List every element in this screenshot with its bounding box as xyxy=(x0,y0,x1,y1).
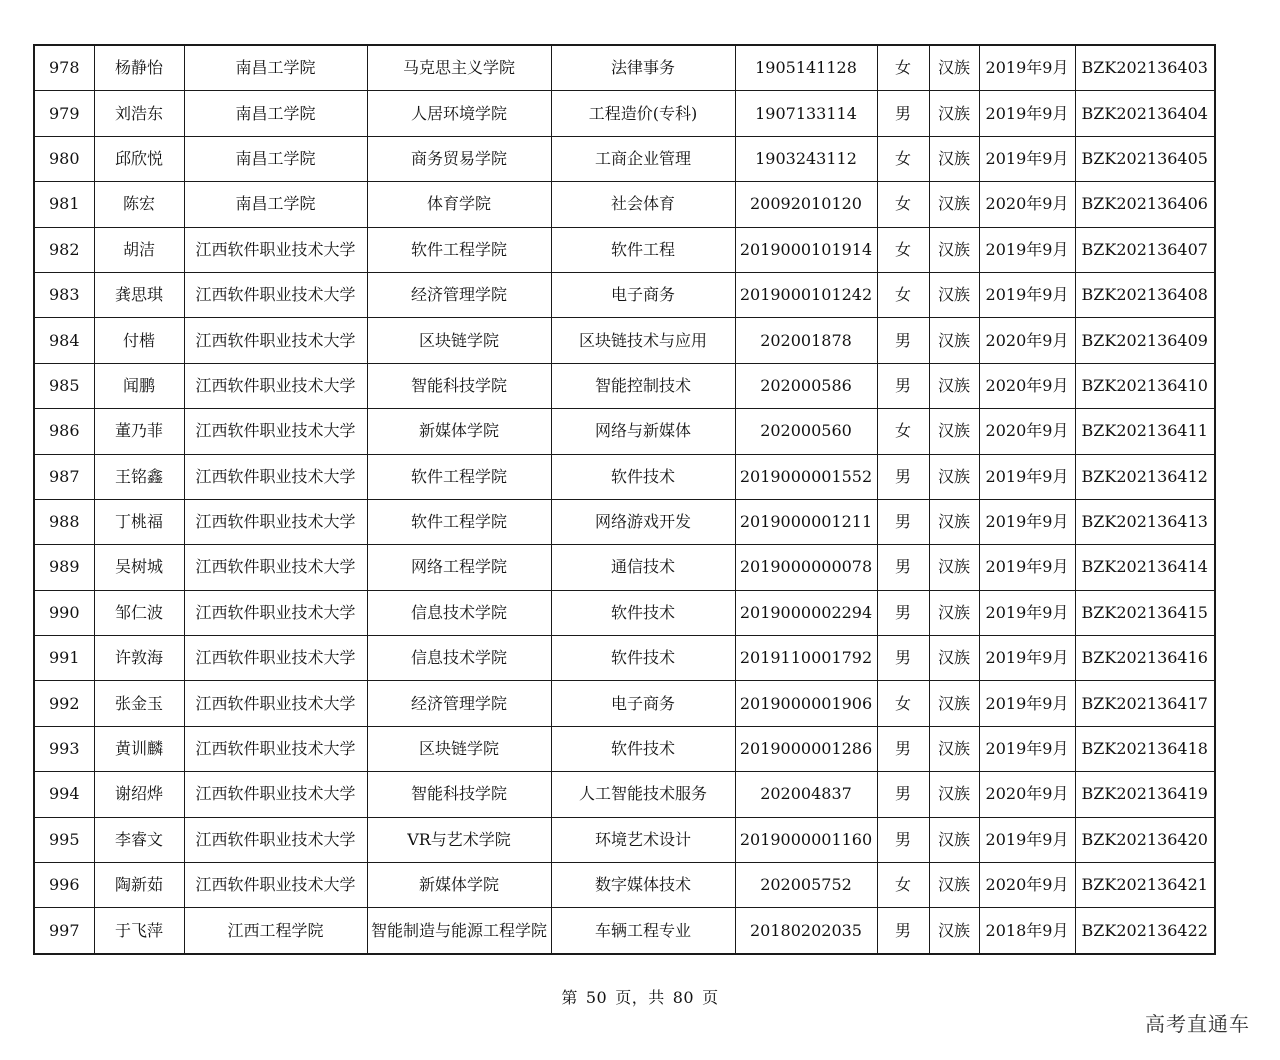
table-row xyxy=(34,590,1215,635)
ethnicity-cell: 汉族 xyxy=(929,227,979,272)
table-row xyxy=(34,772,1215,817)
ethnicity-cell: 汉族 xyxy=(929,590,979,635)
school-cell: 江西工程学院 xyxy=(184,908,367,954)
name-cell: 刘浩东 xyxy=(94,91,184,136)
major-cell: 软件工程 xyxy=(551,227,735,272)
cert-id-cell: BZK202136422 xyxy=(1075,908,1215,954)
cert-id-cell: BZK202136412 xyxy=(1075,454,1215,499)
table-row xyxy=(34,272,1215,317)
cert-id-cell: BZK202136403 xyxy=(1075,45,1215,91)
ethnicity-cell: 汉族 xyxy=(929,182,979,227)
major-cell: 电子商务 xyxy=(551,272,735,317)
name-cell: 黄训麟 xyxy=(94,726,184,771)
name-cell: 陈宏 xyxy=(94,182,184,227)
school-cell: 江西软件职业技术大学 xyxy=(184,545,367,590)
college-cell: 新媒体学院 xyxy=(367,409,551,454)
gender-cell: 男 xyxy=(877,91,929,136)
major-cell: 网络与新媒体 xyxy=(551,409,735,454)
ethnicity-cell: 汉族 xyxy=(929,454,979,499)
school-cell: 江西软件职业技术大学 xyxy=(184,318,367,363)
major-cell: 环境艺术设计 xyxy=(551,817,735,862)
school-cell: 江西软件职业技术大学 xyxy=(184,272,367,317)
ethnicity-cell: 汉族 xyxy=(929,681,979,726)
cert-id-cell: BZK202136413 xyxy=(1075,499,1215,544)
seq-cell: 983 xyxy=(34,272,94,317)
student-id-cell: 202004837 xyxy=(735,772,877,817)
enroll-date-cell: 2019年9月 xyxy=(979,817,1075,862)
major-cell: 软件技术 xyxy=(551,454,735,499)
major-cell: 人工智能技术服务 xyxy=(551,772,735,817)
student-id-cell: 2019000002294 xyxy=(735,590,877,635)
ethnicity-cell: 汉族 xyxy=(929,636,979,681)
name-cell: 陶新茹 xyxy=(94,863,184,908)
gender-cell: 男 xyxy=(877,817,929,862)
school-cell: 江西软件职业技术大学 xyxy=(184,227,367,272)
page-suffix: 页 xyxy=(702,988,719,1007)
student-id-cell: 2019000101242 xyxy=(735,272,877,317)
cert-id-cell: BZK202136410 xyxy=(1075,363,1215,408)
table-row xyxy=(34,318,1215,363)
student-id-cell: 202000560 xyxy=(735,409,877,454)
cert-id-cell: BZK202136416 xyxy=(1075,636,1215,681)
watermark-logo-text: 高考直通车 xyxy=(1145,1012,1250,1036)
school-cell: 江西软件职业技术大学 xyxy=(184,681,367,726)
school-cell: 南昌工学院 xyxy=(184,91,367,136)
college-cell: 区块链学院 xyxy=(367,318,551,363)
gender-cell: 男 xyxy=(877,363,929,408)
major-cell: 法律事务 xyxy=(551,45,735,91)
name-cell: 谢绍烨 xyxy=(94,772,184,817)
ethnicity-cell: 汉族 xyxy=(929,817,979,862)
name-cell: 于飞萍 xyxy=(94,908,184,954)
enroll-date-cell: 2020年9月 xyxy=(979,772,1075,817)
major-cell: 电子商务 xyxy=(551,681,735,726)
school-cell: 江西软件职业技术大学 xyxy=(184,409,367,454)
school-cell: 江西软件职业技术大学 xyxy=(184,454,367,499)
ethnicity-cell: 汉族 xyxy=(929,409,979,454)
cert-id-cell: BZK202136405 xyxy=(1075,136,1215,181)
college-cell: 信息技术学院 xyxy=(367,636,551,681)
ethnicity-cell: 汉族 xyxy=(929,545,979,590)
ethnicity-cell: 汉族 xyxy=(929,863,979,908)
enroll-date-cell: 2020年9月 xyxy=(979,409,1075,454)
gender-cell: 女 xyxy=(877,409,929,454)
gender-cell: 女 xyxy=(877,45,929,91)
college-cell: 软件工程学院 xyxy=(367,499,551,544)
cert-id-cell: BZK202136404 xyxy=(1075,91,1215,136)
name-cell: 王铭鑫 xyxy=(94,454,184,499)
college-cell: VR与艺术学院 xyxy=(367,817,551,862)
table-row xyxy=(34,545,1215,590)
seq-cell: 978 xyxy=(34,45,94,91)
college-cell: 马克思主义学院 xyxy=(367,45,551,91)
student-id-cell: 2019000001552 xyxy=(735,454,877,499)
student-id-cell: 2019000001906 xyxy=(735,681,877,726)
school-cell: 江西软件职业技术大学 xyxy=(184,363,367,408)
enroll-date-cell: 2019年9月 xyxy=(979,726,1075,771)
gender-cell: 女 xyxy=(877,681,929,726)
major-cell: 区块链技术与应用 xyxy=(551,318,735,363)
roster-body xyxy=(34,45,1215,954)
seq-cell: 987 xyxy=(34,454,94,499)
student-id-cell: 2019000001211 xyxy=(735,499,877,544)
major-cell: 数字媒体技术 xyxy=(551,863,735,908)
ethnicity-cell: 汉族 xyxy=(929,45,979,91)
table-row xyxy=(34,409,1215,454)
table-row xyxy=(34,499,1215,544)
ethnicity-cell: 汉族 xyxy=(929,499,979,544)
cert-id-cell: BZK202136421 xyxy=(1075,863,1215,908)
page-prefix: 第 xyxy=(561,988,578,1007)
gender-cell: 女 xyxy=(877,863,929,908)
current-page-number: 50 xyxy=(585,988,608,1007)
enroll-date-cell: 2019年9月 xyxy=(979,45,1075,91)
cert-id-cell: BZK202136408 xyxy=(1075,272,1215,317)
cert-id-cell: BZK202136419 xyxy=(1075,772,1215,817)
enroll-date-cell: 2020年9月 xyxy=(979,318,1075,363)
ethnicity-cell: 汉族 xyxy=(929,136,979,181)
enroll-date-cell: 2019年9月 xyxy=(979,454,1075,499)
enroll-date-cell: 2019年9月 xyxy=(979,499,1075,544)
enroll-date-cell: 2019年9月 xyxy=(979,545,1075,590)
ethnicity-cell: 汉族 xyxy=(929,908,979,954)
name-cell: 董乃菲 xyxy=(94,409,184,454)
student-id-cell: 1905141128 xyxy=(735,45,877,91)
seq-cell: 990 xyxy=(34,590,94,635)
ethnicity-cell: 汉族 xyxy=(929,91,979,136)
seq-cell: 982 xyxy=(34,227,94,272)
name-cell: 张金玉 xyxy=(94,681,184,726)
table-row xyxy=(34,136,1215,181)
table-row xyxy=(34,817,1215,862)
student-id-cell: 202000586 xyxy=(735,363,877,408)
school-cell: 江西软件职业技术大学 xyxy=(184,590,367,635)
enroll-date-cell: 2018年9月 xyxy=(979,908,1075,954)
seq-cell: 989 xyxy=(34,545,94,590)
seq-cell: 992 xyxy=(34,681,94,726)
gender-cell: 男 xyxy=(877,908,929,954)
major-cell: 软件技术 xyxy=(551,590,735,635)
major-cell: 工商企业管理 xyxy=(551,136,735,181)
seq-cell: 991 xyxy=(34,636,94,681)
gender-cell: 男 xyxy=(877,726,929,771)
enroll-date-cell: 2020年9月 xyxy=(979,363,1075,408)
seq-cell: 980 xyxy=(34,136,94,181)
ethnicity-cell: 汉族 xyxy=(929,726,979,771)
seq-cell: 994 xyxy=(34,772,94,817)
seq-cell: 997 xyxy=(34,908,94,954)
major-cell: 工程造价(专科) xyxy=(551,91,735,136)
table-row xyxy=(34,636,1215,681)
seq-cell: 979 xyxy=(34,91,94,136)
enroll-date-cell: 2019年9月 xyxy=(979,590,1075,635)
total-page-number: 80 xyxy=(672,988,695,1007)
major-cell: 软件技术 xyxy=(551,726,735,771)
student-id-cell: 1903243112 xyxy=(735,136,877,181)
school-cell: 江西软件职业技术大学 xyxy=(184,863,367,908)
name-cell: 邱欣悦 xyxy=(94,136,184,181)
major-cell: 智能控制技术 xyxy=(551,363,735,408)
table-row xyxy=(34,454,1215,499)
enroll-date-cell: 2019年9月 xyxy=(979,91,1075,136)
name-cell: 邹仁波 xyxy=(94,590,184,635)
table-row xyxy=(34,726,1215,771)
cert-id-cell: BZK202136418 xyxy=(1075,726,1215,771)
name-cell: 龚思琪 xyxy=(94,272,184,317)
enroll-date-cell: 2019年9月 xyxy=(979,681,1075,726)
gender-cell: 男 xyxy=(877,636,929,681)
table-row xyxy=(34,227,1215,272)
name-cell: 胡洁 xyxy=(94,227,184,272)
student-id-cell: 20180202035 xyxy=(735,908,877,954)
college-cell: 人居环境学院 xyxy=(367,91,551,136)
page-indicator xyxy=(0,985,1280,1008)
seq-cell: 996 xyxy=(34,863,94,908)
school-cell: 南昌工学院 xyxy=(184,45,367,91)
name-cell: 吴树城 xyxy=(94,545,184,590)
table-row xyxy=(34,681,1215,726)
cert-id-cell: BZK202136409 xyxy=(1075,318,1215,363)
ethnicity-cell: 汉族 xyxy=(929,772,979,817)
name-cell: 付楷 xyxy=(94,318,184,363)
gender-cell: 男 xyxy=(877,772,929,817)
gender-cell: 女 xyxy=(877,272,929,317)
college-cell: 软件工程学院 xyxy=(367,227,551,272)
college-cell: 软件工程学院 xyxy=(367,454,551,499)
school-cell: 江西软件职业技术大学 xyxy=(184,499,367,544)
ethnicity-cell: 汉族 xyxy=(929,363,979,408)
college-cell: 新媒体学院 xyxy=(367,863,551,908)
cert-id-cell: BZK202136407 xyxy=(1075,227,1215,272)
gender-cell: 女 xyxy=(877,182,929,227)
table-row xyxy=(34,908,1215,954)
major-cell: 网络游戏开发 xyxy=(551,499,735,544)
ethnicity-cell: 汉族 xyxy=(929,318,979,363)
table-row xyxy=(34,45,1215,91)
college-cell: 智能制造与能源工程学院 xyxy=(367,908,551,954)
school-cell: 南昌工学院 xyxy=(184,182,367,227)
college-cell: 智能科技学院 xyxy=(367,363,551,408)
student-id-cell: 2019000001286 xyxy=(735,726,877,771)
college-cell: 区块链学院 xyxy=(367,726,551,771)
school-cell: 江西软件职业技术大学 xyxy=(184,636,367,681)
college-cell: 信息技术学院 xyxy=(367,590,551,635)
school-cell: 南昌工学院 xyxy=(184,136,367,181)
college-cell: 经济管理学院 xyxy=(367,681,551,726)
seq-cell: 988 xyxy=(34,499,94,544)
table-row xyxy=(34,363,1215,408)
gender-cell: 男 xyxy=(877,318,929,363)
enroll-date-cell: 2019年9月 xyxy=(979,636,1075,681)
gender-cell: 男 xyxy=(877,545,929,590)
seq-cell: 993 xyxy=(34,726,94,771)
school-cell: 江西软件职业技术大学 xyxy=(184,817,367,862)
table-row xyxy=(34,91,1215,136)
enroll-date-cell: 2020年9月 xyxy=(979,182,1075,227)
seq-cell: 984 xyxy=(34,318,94,363)
college-cell: 体育学院 xyxy=(367,182,551,227)
major-cell: 通信技术 xyxy=(551,545,735,590)
student-id-cell: 202005752 xyxy=(735,863,877,908)
table-row xyxy=(34,182,1215,227)
enroll-date-cell: 2019年9月 xyxy=(979,272,1075,317)
major-cell: 车辆工程专业 xyxy=(551,908,735,954)
enroll-date-cell: 2019年9月 xyxy=(979,136,1075,181)
ethnicity-cell: 汉族 xyxy=(929,272,979,317)
student-id-cell: 2019000101914 xyxy=(735,227,877,272)
college-cell: 经济管理学院 xyxy=(367,272,551,317)
cert-id-cell: BZK202136420 xyxy=(1075,817,1215,862)
student-id-cell: 202001878 xyxy=(735,318,877,363)
page-middle-text: 页，共 xyxy=(615,988,665,1007)
college-cell: 网络工程学院 xyxy=(367,545,551,590)
name-cell: 许敦海 xyxy=(94,636,184,681)
seq-cell: 981 xyxy=(34,182,94,227)
seq-cell: 986 xyxy=(34,409,94,454)
name-cell: 李睿文 xyxy=(94,817,184,862)
student-id-cell: 1907133114 xyxy=(735,91,877,136)
student-id-cell: 2019000000078 xyxy=(735,545,877,590)
student-id-cell: 2019110001792 xyxy=(735,636,877,681)
table-row xyxy=(34,863,1215,908)
gender-cell: 男 xyxy=(877,454,929,499)
name-cell: 闻鹏 xyxy=(94,363,184,408)
gender-cell: 男 xyxy=(877,499,929,544)
seq-cell: 995 xyxy=(34,817,94,862)
cert-id-cell: BZK202136415 xyxy=(1075,590,1215,635)
major-cell: 软件技术 xyxy=(551,636,735,681)
cert-id-cell: BZK202136411 xyxy=(1075,409,1215,454)
name-cell: 丁桃福 xyxy=(94,499,184,544)
gender-cell: 女 xyxy=(877,136,929,181)
cert-id-cell: BZK202136414 xyxy=(1075,545,1215,590)
school-cell: 江西软件职业技术大学 xyxy=(184,726,367,771)
enroll-date-cell: 2019年9月 xyxy=(979,227,1075,272)
gender-cell: 女 xyxy=(877,227,929,272)
college-cell: 智能科技学院 xyxy=(367,772,551,817)
student-id-cell: 20092010120 xyxy=(735,182,877,227)
student-id-cell: 2019000001160 xyxy=(735,817,877,862)
seq-cell: 985 xyxy=(34,363,94,408)
gender-cell: 男 xyxy=(877,590,929,635)
cert-id-cell: BZK202136406 xyxy=(1075,182,1215,227)
name-cell: 杨静怡 xyxy=(94,45,184,91)
cert-id-cell: BZK202136417 xyxy=(1075,681,1215,726)
school-cell: 江西软件职业技术大学 xyxy=(184,772,367,817)
college-cell: 商务贸易学院 xyxy=(367,136,551,181)
major-cell: 社会体育 xyxy=(551,182,735,227)
roster-table xyxy=(33,44,1216,955)
enroll-date-cell: 2020年9月 xyxy=(979,863,1075,908)
